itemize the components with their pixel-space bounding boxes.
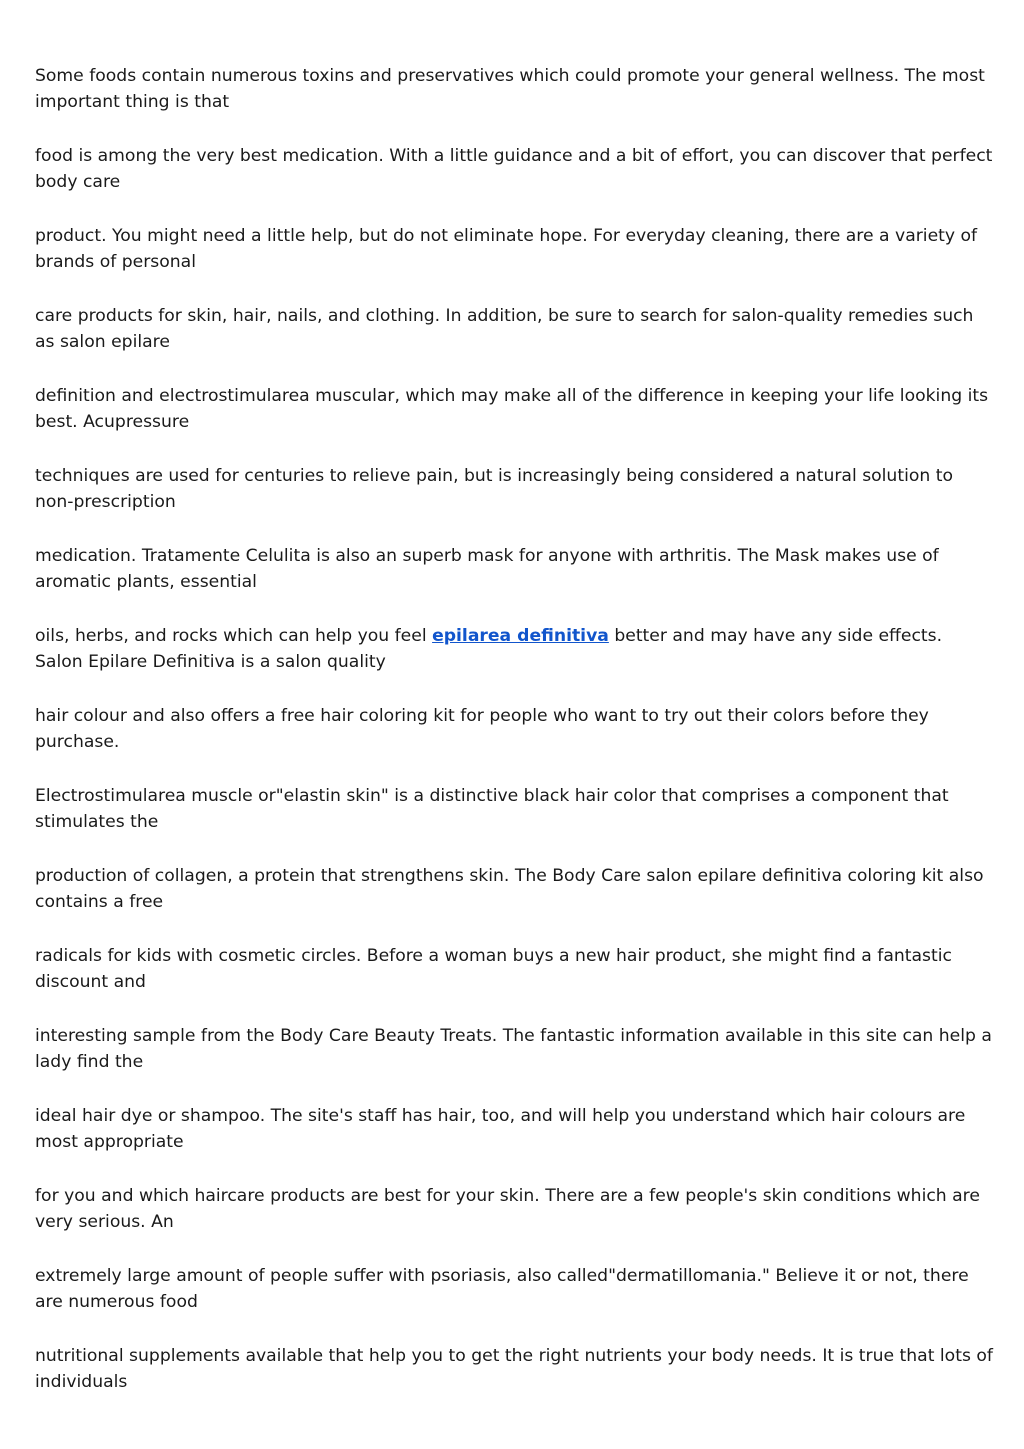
paragraph-14: ideal hair dye or shampoo. The site's staff has hair, too, and will help you understand which hair colours are most appropriate — [35, 1106, 966, 1152]
paragraph-4: care products for skin, hair, nails, and clothing. In addition, be sure to search for salon-quality remedies such as salon epilare — [35, 306, 974, 352]
paragraph-7: medication. Tratamente Celulita is also an superb mask for anyone with arthritis. The Mask makes use of aromatic plants, essential — [35, 546, 939, 592]
paragraph-6: techniques are used for centuries to relieve pain, but is increasingly being considered a natural solution to non-prescription — [35, 466, 953, 512]
paragraph-17: nutritional supplements available that help you to get the right nutrients your body needs. It is true that lots of individuals — [35, 1346, 993, 1392]
paragraph-12: radicals for kids with cosmetic circles. Before a woman buys a new hair product, she might find a fantastic discount and — [35, 946, 952, 992]
paragraph-11: production of collagen, a protein that strengthens skin. The Body Care salon epilare definitiva coloring kit also contains a free — [35, 866, 984, 912]
paragraph-10: Electrostimularea muscle or"elastin skin" is a distinctive black hair color that comprises a component that stimulates the — [35, 786, 949, 832]
paragraph-15: for you and which haircare products are best for your skin. There are a few people's skin conditions which are very serious. An — [35, 1186, 980, 1232]
paragraph-3: product. You might need a little help, but do not eliminate hope. For everyday cleaning, there are a variety of brands of personal — [35, 226, 978, 272]
paragraph-13: interesting sample from the Body Care Beauty Treats. The fantastic information available in this site can help a lady find the — [35, 1026, 992, 1072]
paragraph-8-before-link: oils, herbs, and rocks which can help you feel — [35, 626, 433, 646]
paragraph-2: food is among the very best medication. With a little guidance and a bit of effort, you can discover that perfect body care — [35, 146, 993, 192]
paragraph-5: definition and electrostimularea muscular, which may make all of the difference in keeping your life looking its best. Acupressure — [35, 386, 989, 432]
epilarea-definitiva-link[interactable]: epilarea definitiva — [432, 626, 609, 646]
paragraph-8-after-link: better and may have any side effects. Salon Epilare Definitiva is a salon quality — [35, 626, 943, 672]
paragraph-16: extremely large amount of people suffer with psoriasis, also called"dermatillomania." Believe it or not, there are numerous food — [35, 1266, 969, 1312]
paragraph-1: Some foods contain numerous toxins and preservatives which could promote your general wellness. The most important thing is that — [35, 66, 985, 112]
paragraph-9: hair colour and also offers a free hair coloring kit for people who want to try out their colors before they purchase. — [35, 706, 929, 752]
paragraph-8 — [35, 624, 995, 675]
document-body — [35, 64, 995, 1424]
